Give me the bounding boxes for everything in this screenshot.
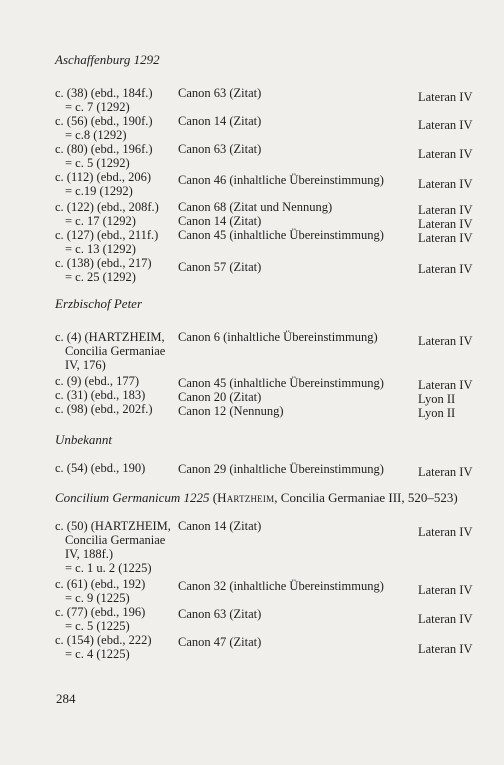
canon-reference: Canon 63 (Zitat): [178, 142, 262, 156]
source-reference: c. (56) (ebd., 190f.) = c.8 (1292): [55, 114, 153, 142]
council-name: Lateran IV: [418, 177, 473, 191]
canon-reference: Canon 45 (inhaltliche Übereinstimmung): [178, 228, 384, 242]
canon-reference: Canon 47 (Zitat): [178, 635, 262, 649]
source-reference: c. (31) (ebd., 183): [55, 388, 146, 402]
source-reference: c. (112) (ebd., 206) = c.19 (1292): [55, 170, 152, 198]
source-reference: c. (38) (ebd., 184f.) = c. 7 (1292): [55, 86, 153, 114]
council-name: Lateran IV: [418, 147, 473, 161]
source-reference: c. (4) (HARTZHEIM, Concilia Germaniae IV, 176): [55, 330, 166, 372]
council-name: Lateran IV: [418, 90, 473, 104]
source-reference: c. (80) (ebd., 196f.) = c. 5 (1292): [55, 142, 153, 170]
council-name: Lateran IV: [418, 583, 473, 597]
canon-reference: Canon 14 (Zitat): [178, 114, 262, 128]
canon-reference: Canon 32 (inhaltliche Übereinstimmung): [178, 579, 384, 593]
source-reference: c. (9) (ebd., 177): [55, 374, 139, 388]
canon-reference: Canon 63 (Zitat): [178, 86, 262, 100]
section-heading: Unbekannt: [55, 432, 113, 447]
council-name: Lateran IV: [418, 465, 473, 479]
council-name: Lateran IV: [418, 525, 473, 539]
source-reference: c. (54) (ebd., 190): [55, 461, 146, 475]
council-name: Lyon II: [418, 392, 456, 406]
source-reference: c. (127) (ebd., 211f.) = c. 13 (1292): [55, 228, 159, 256]
council-name: Lateran IV: [418, 642, 473, 656]
canon-reference: Canon 63 (Zitat): [178, 607, 262, 621]
canon-reference: Canon 57 (Zitat): [178, 260, 262, 274]
council-name: Lateran IV: [418, 262, 473, 276]
canon-reference: Canon 6 (inhaltliche Übereinstimmung): [178, 330, 378, 344]
section-heading: Aschaffenburg 1292: [55, 52, 160, 67]
page-number: 284: [56, 691, 76, 706]
canon-reference: Canon 68 (Zitat und Nennung) Canon 14 (Zitat): [178, 200, 333, 228]
council-name: Lateran IV: [418, 612, 473, 626]
canon-reference: Canon 12 (Nennung): [178, 404, 284, 418]
canon-reference: Canon 29 (inhaltliche Übereinstimmung): [178, 462, 384, 476]
source-reference: c. (122) (ebd., 208f.) = c. 17 (1292): [55, 200, 159, 228]
council-name: Lateran IV Lateran IV: [418, 203, 473, 231]
canon-reference: Canon 14 (Zitat): [178, 519, 262, 533]
canon-reference: Canon 20 (Zitat): [178, 390, 262, 404]
canon-reference: Canon 45 (inhaltliche Übereinstimmung): [178, 376, 384, 390]
council-name: Lateran IV: [418, 334, 473, 348]
source-reference: c. (138) (ebd., 217) = c. 25 (1292): [55, 256, 152, 284]
source-reference: c. (77) (ebd., 196) = c. 5 (1225): [55, 605, 146, 633]
source-reference: c. (50) (HARTZHEIM, Concilia Germaniae IV, 188f.) = c. 1 u. 2 (1225): [55, 519, 171, 575]
council-name: Lateran IV: [418, 118, 473, 132]
source-reference: c. (98) (ebd., 202f.): [55, 402, 153, 416]
section-heading: Concilium Germanicum 1225 (Hartzheim, Concilia Germaniae III, 520–523): [55, 490, 458, 505]
canon-reference: Canon 46 (inhaltliche Übereinstimmung): [178, 173, 384, 187]
council-name: Lateran IV: [418, 231, 473, 245]
source-reference: c. (61) (ebd., 192) = c. 9 (1225): [55, 577, 146, 605]
source-reference: c. (154) (ebd., 222) = c. 4 (1225): [55, 633, 152, 661]
council-name: Lateran IV: [418, 378, 473, 392]
council-name: Lyon II: [418, 406, 456, 420]
section-heading: Erzbischof Peter: [55, 296, 143, 311]
